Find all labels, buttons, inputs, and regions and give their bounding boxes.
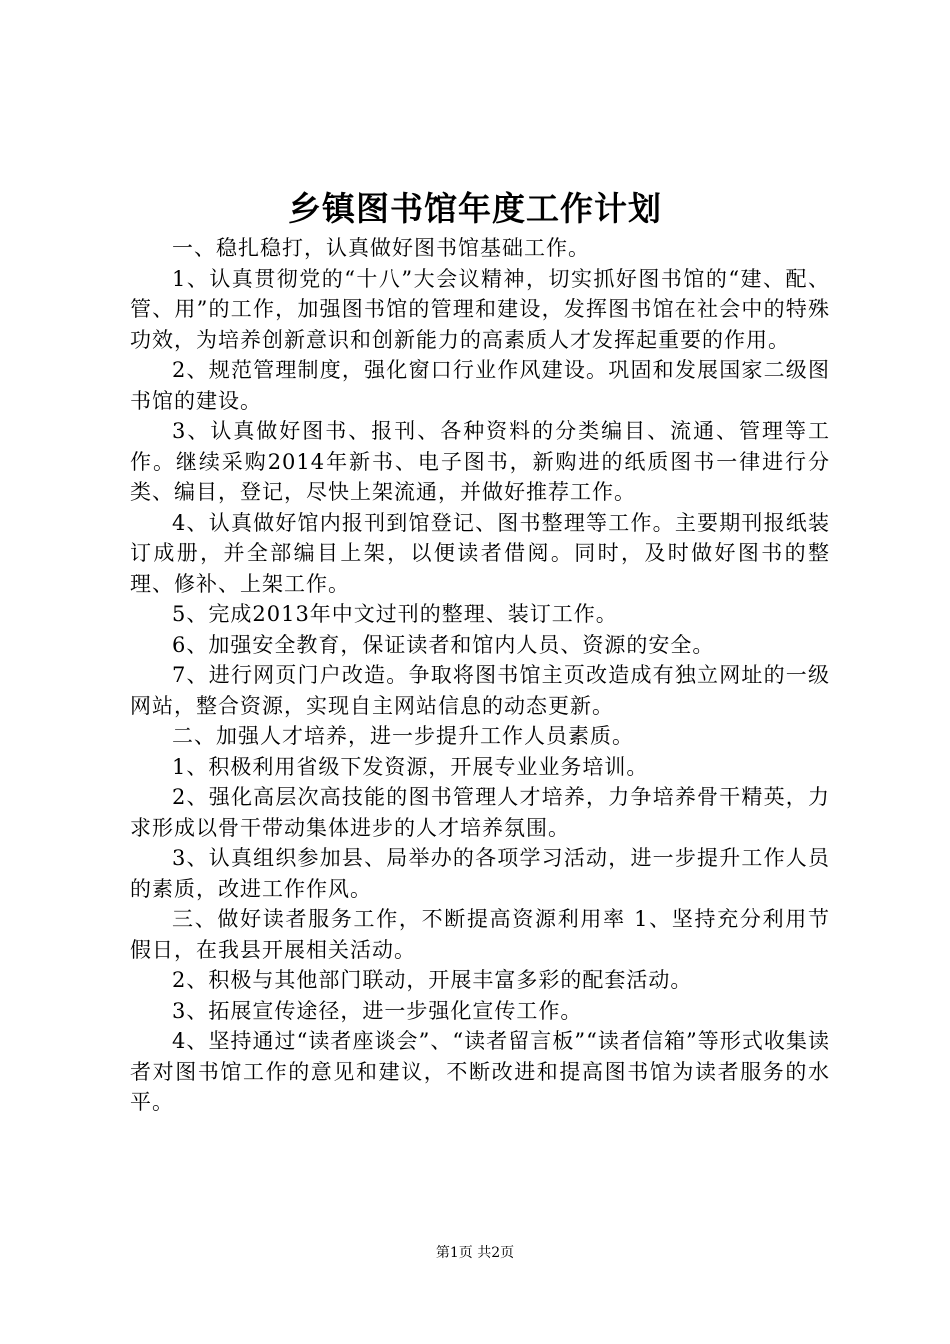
paragraph: 3、认真组织参加县、局举办的各项学习活动，进一步提升工作人员的素质，改进工作作风。 xyxy=(130,846,830,901)
document-body xyxy=(130,233,830,1118)
paragraph: 1、认真贯彻党的“十八”大会议精神，切实抓好图书馆的“建、配、管、用”的工作，加强图书馆的管理和建设，发挥图书馆在社会中的特殊功效，为培养创新意识和创新能力的高素质人才发挥起重要的作用。 xyxy=(130,266,830,352)
paragraph: 6、加强安全教育，保证读者和馆内人员、资源的安全。 xyxy=(172,632,715,657)
paragraph: 一、稳扎稳打，认真做好图书馆基础工作。 xyxy=(172,236,590,260)
paragraph: 二、加强人才培养，进一步提升工作人员素质。 xyxy=(172,724,634,748)
paragraph: 2、强化高层次高技能的图书管理人才培养，力争培养骨干精英，力求形成以骨干带动集体进步的人才培养氛围。 xyxy=(130,785,830,840)
paragraph: 1、积极利用省级下发资源，开展专业业务培训。 xyxy=(172,754,649,779)
page-footer: 第1页 共2页 xyxy=(435,1245,515,1261)
paragraph: 3、认真做好图书、报刊、各种资料的分类编目、流通、管理等工作。继续采购2014年新书、电子图书，新购进的纸质图书一律进行分类、编目，登记，尽快上架流通，并做好推荐工作。 xyxy=(130,419,830,504)
paragraph: 2、积极与其他部门联动，开展丰富多彩的配套活动。 xyxy=(172,968,693,992)
paragraph: 7、进行网页门户改造。争取将图书馆主页改造成有独立网址的一级网站，整合资源，实现自主网站信息的动态更新。 xyxy=(130,663,830,718)
paragraph: 3、拓展宣传途径，进一步强化宣传工作。 xyxy=(172,998,583,1023)
paragraph: 5、完成2013年中文过刊的整理、装订工作。 xyxy=(172,602,618,626)
paragraph: 三、做好读者服务工作，不断提高资源利用率 1、坚持充分利用节假日，在我县开展相关活动。 xyxy=(130,907,830,962)
paragraph: 4、认真做好馆内报刊到馆登记、图书整理等工作。主要期刊报纸装订成册，并全部编目上架，以便读者借阅。同时，及时做好图书的整理、修补、上架工作。 xyxy=(130,510,830,596)
document-title: 乡镇图书馆年度工作计划 xyxy=(288,189,662,228)
paragraph: 4、坚持通过“读者座谈会”、“读者留言板”“读者信箱”等形式收集读者对图书馆工作的意见和建议，不断改进和提高图书馆为读者服务的水平。 xyxy=(130,1029,830,1114)
paragraph: 2、规范管理制度，强化窗口行业作风建设。巩固和发展国家二级图书馆的建设。 xyxy=(130,358,830,413)
